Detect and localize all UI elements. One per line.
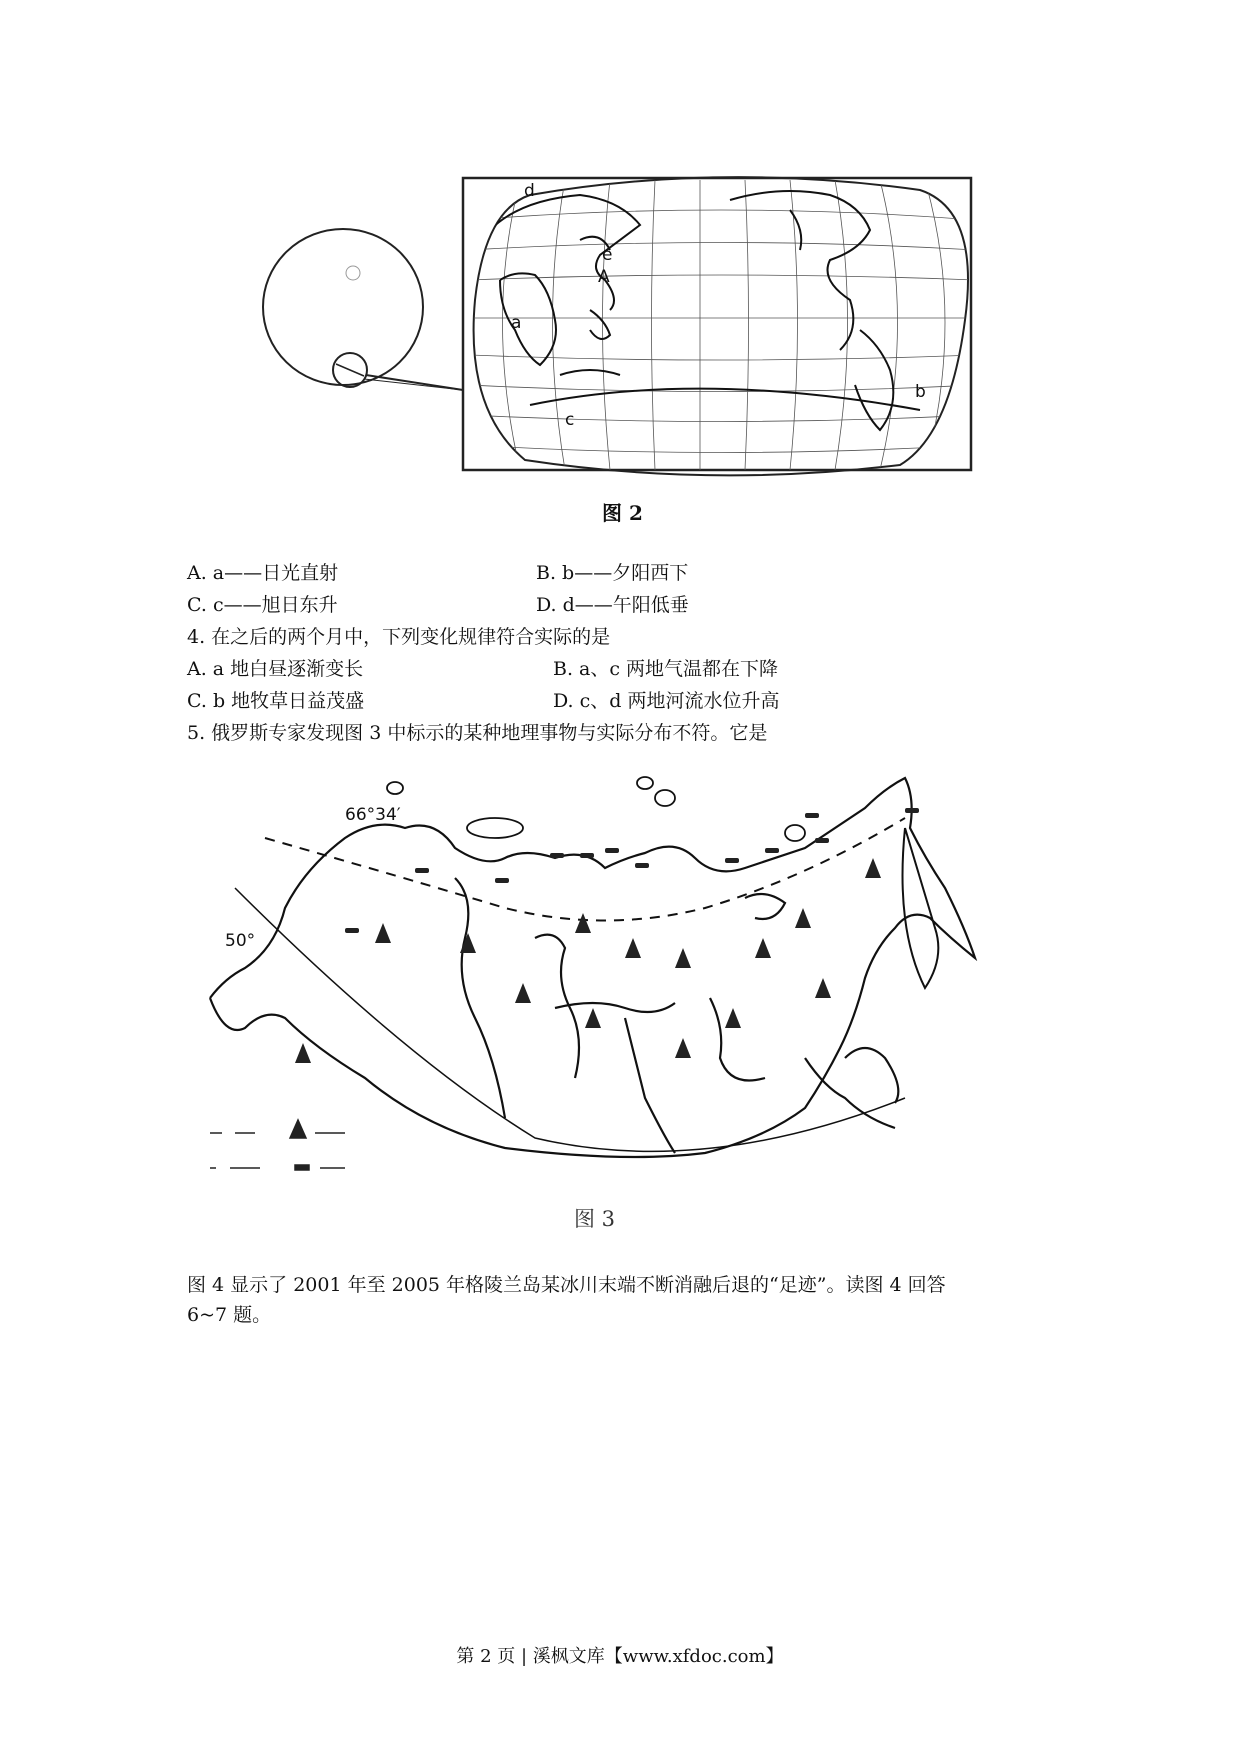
sun-icon: [346, 266, 360, 280]
arctic-islands: [387, 777, 805, 841]
map-label-c: c: [565, 410, 575, 430]
map-frame: [463, 178, 971, 470]
intro-paragraph-line-2: 6~7 题。: [187, 1304, 272, 1326]
latitude-label-left: 50°: [225, 931, 256, 951]
continent-outlines: [490, 191, 920, 430]
map-label-a: a: [511, 313, 522, 333]
map-graticule: [470, 180, 975, 470]
q4-stem: 4. 在之后的两个月中，下列变化规律符合实际的是: [187, 626, 611, 648]
q5-stem: 5. 俄罗斯专家发现图 3 中标示的某种地理事物与实际分布不符。它是: [187, 722, 768, 744]
q3-option-a: A. a——日光直射: [187, 562, 339, 584]
arctic-circle-line: [265, 818, 905, 921]
latitude-label-top: 66°34′: [345, 805, 401, 825]
figure-2-caption: 图 2: [602, 501, 643, 525]
map-label-e: e: [602, 245, 613, 265]
orbit-ellipse: [263, 229, 423, 385]
figure-3-caption: 图 3: [574, 1207, 616, 1231]
intro-paragraph-line-1: 图 4 显示了 2001 年至 2005 年格陵兰岛某冰川末端不断消融后退的“足迹”。读图 4 回答: [187, 1274, 946, 1296]
map-legend: [210, 1120, 345, 1170]
map-outline: [474, 177, 968, 475]
q3-option-b: B. b——夕阳西下: [536, 562, 689, 584]
map-label-b: b: [915, 382, 926, 402]
kamchatka-outline: [903, 828, 939, 988]
map-label-d: d: [524, 181, 535, 201]
figure-2-world-map: [260, 170, 980, 480]
q4-option-a: A. a 地白昼逐渐变长: [187, 658, 364, 680]
q4-option-b: B. a、c 两地气温都在下降: [553, 658, 779, 680]
forest-symbols: [295, 858, 881, 1063]
map-label-A: A: [598, 267, 610, 287]
page-footer: 第 2 页 | 溪枫文库【www.xfdoc.com】: [456, 1646, 784, 1667]
q4-option-d: D. c、d 两地河流水位升高: [553, 690, 780, 712]
russia-outline: [210, 778, 975, 1157]
q3-option-c: C. c——旭日东升: [187, 594, 338, 616]
figure-3-russia-map: [205, 758, 1020, 1218]
q4-option-c: C. b 地牧草日益茂盛: [187, 690, 365, 712]
q3-option-d: D. d——午阳低垂: [536, 594, 689, 616]
